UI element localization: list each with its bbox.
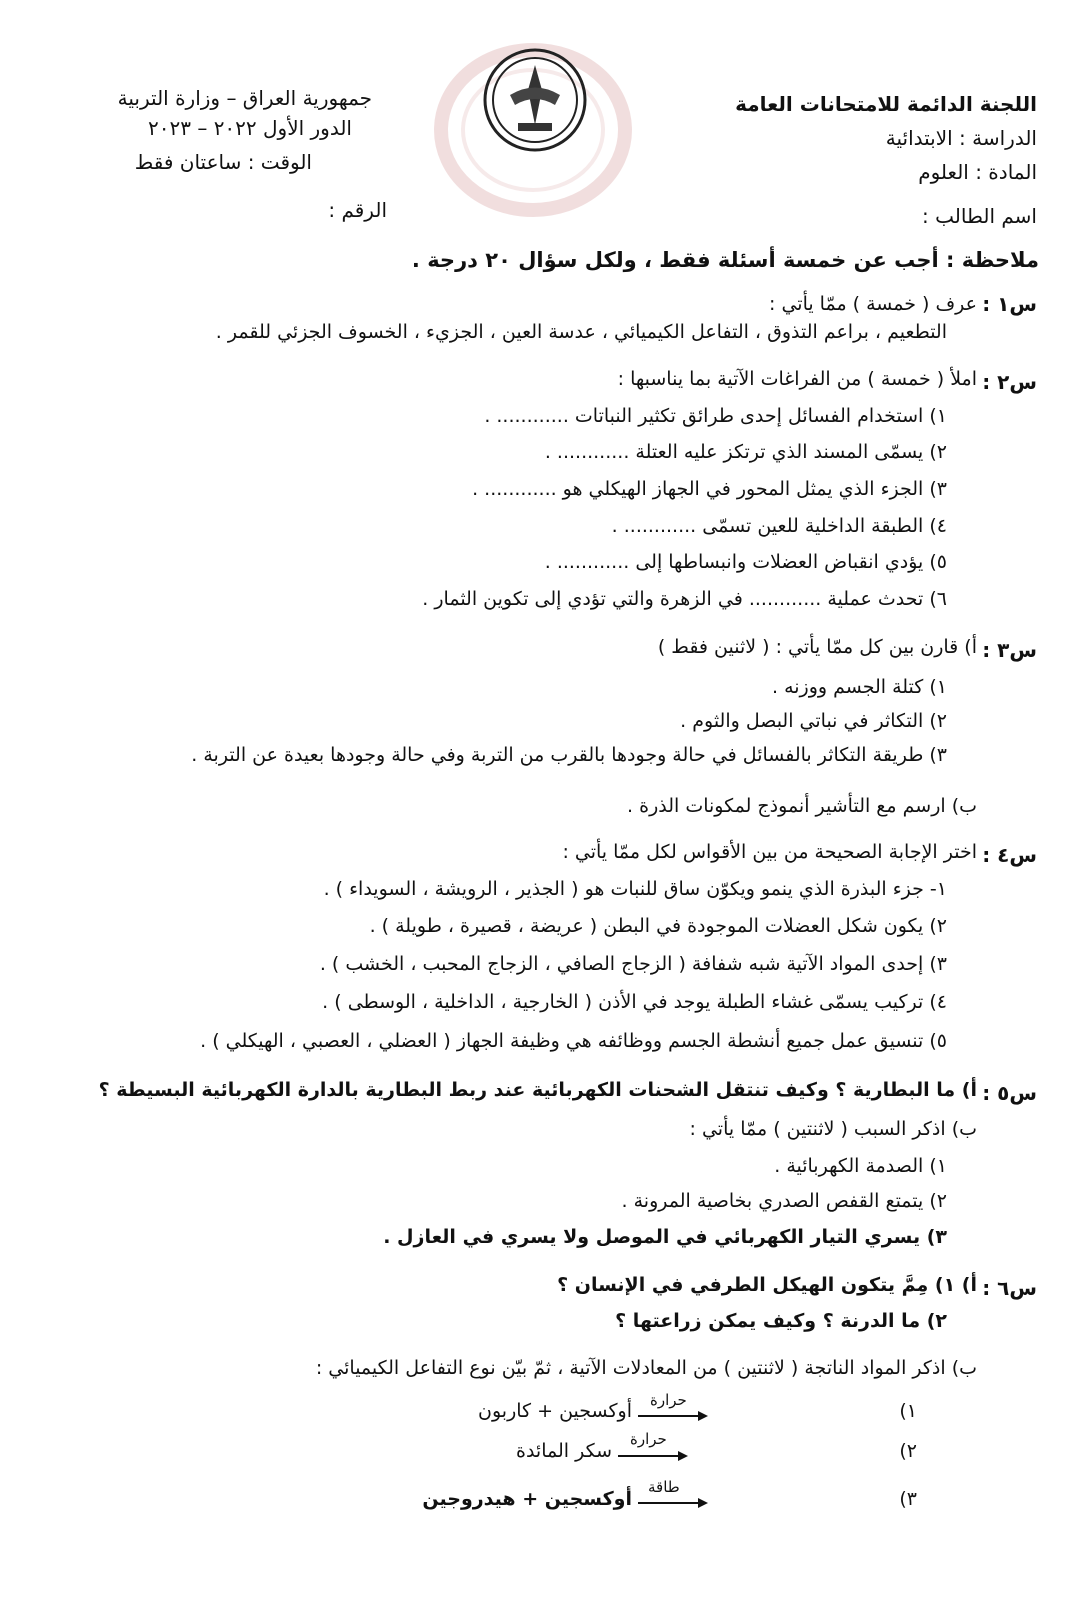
q5-number: س٥ : [982, 1081, 1037, 1105]
q4-item: ٥) تنسيق عمل جميع أنشطة الجسم ووظائفه هي وظيفة الجهاز ( العضلي ، العصبي ، الهيكلي ) . [200, 1030, 947, 1052]
iraq-emblem-icon [480, 45, 590, 155]
q4-item: ١- جزء البذرة الذي ينمو ويكوّن ساق للنبات هو ( الجذير ، الرويشة ، السويداء ) . [323, 878, 947, 900]
q6-part-a1: أ) ١) مِمَّ يتكون الهيكل الطرفي في الإنسان ؟ [557, 1274, 977, 1296]
equation-reactants: أوكسجين + هيدروجين [422, 1488, 632, 1510]
q2-number: س٢ : [982, 370, 1037, 394]
equation-condition: حرارة [630, 1430, 667, 1448]
q2-item: ٦) تحدث عملية ............ في الزهرة والتي تؤدي إلى تكوين الثمار . [422, 588, 947, 610]
q4-item: ٣) إحدى المواد الآتية شبه شفافة ( الزجاج الصافي ، الزجاج المحبب ، الخشب ) . [319, 953, 947, 975]
q3-item: ٢) التكاثر في نباتي البصل والثوم . [680, 710, 947, 732]
q3-item: ١) كتلة الجسم ووزنه . [771, 676, 947, 698]
q4-item: ٢) يكون شكل العضلات الموجودة في البطن ( عريضة ، قصيرة ، طويلة ) . [369, 915, 947, 937]
equation-number: ١) [899, 1400, 917, 1422]
exam-note: ملاحظة : أجب عن خمسة أسئلة فقط ، ولكل سؤال ٢٠ درجة . [411, 248, 1039, 272]
equation-condition: حرارة [650, 1391, 687, 1409]
committee-title: اللجنة الدائمة للامتحانات العامة [735, 92, 1037, 116]
reaction-arrow [638, 1502, 700, 1504]
q4-item: ٤) تركيب يسمّى غشاء الطبلة يوجد في الأذن ( الخارجية ، الداخلية ، الوسطى ) . [322, 991, 947, 1013]
q5-part-a: أ) ما البطارية ؟ وكيف تنتقل الشحنات الكهربائية عند ربط البطارية بالدارة الكهربائية البسيطة ؟ [98, 1079, 977, 1101]
q3-number: س٣ : [982, 638, 1037, 662]
q3-item: ٣) طريقة التكاثر بالفسائل في حالة وجودها بالقرب من التربة وفي حالة وجودها بعيدة عن التربة . [191, 744, 947, 766]
q4-prompt: اختر الإجابة الصحيحة من بين الأقواس لكل ممّا يأتي : [562, 841, 977, 863]
q5-item: ٣) يسري التيار الكهربائي في الموصل ولا يسري في العازل . [383, 1226, 947, 1248]
q5-item: ٢) يتمتع القفص الصدري بخاصية المرونة . [621, 1190, 947, 1212]
arrow-head-icon [678, 1451, 688, 1461]
q2-item: ٣) الجزء الذي يمثل المحور في الجهاز الهيكلي هو ............ . [472, 478, 947, 500]
q3-prompt-a: أ) قارن بين كل ممّا يأتي : ( لاثنين فقط ) [657, 636, 977, 658]
arrow-head-icon [698, 1411, 708, 1421]
equation-number: ٢) [899, 1440, 917, 1462]
subject: المادة : العلوم [918, 160, 1037, 184]
q4-number: س٤ : [982, 843, 1037, 867]
q2-prompt: املأ ( خمسة ) من الفراغات الآتية بما يناسبها : [617, 368, 977, 390]
exam-round: الدور الأول ٢٠٢٢ – ٢٠٢٣ [148, 116, 352, 140]
student-name-label: اسم الطالب : [922, 204, 1037, 228]
equation-reactants: سكر المائدة [516, 1440, 612, 1462]
ministry-title: جمهورية العراق – وزارة التربية [117, 86, 372, 110]
equation-reactants: أوكسجين + كاربون [478, 1400, 632, 1422]
q6-number: س٦ : [982, 1276, 1037, 1300]
q1-prompt: عرف ( خمسة ) ممّا يأتي : [769, 293, 977, 315]
q5-item: ١) الصدمة الكهربائية . [774, 1155, 947, 1177]
student-number-label: الرقم : [328, 198, 387, 222]
reaction-arrow [638, 1415, 700, 1417]
q1-terms: التطعيم ، براعم التذوق ، التفاعل الكيميائي ، عدسة العين ، الجزيء ، الخسوف الجزئي للقمر . [215, 321, 947, 343]
q1-number: س١ : [982, 292, 1037, 316]
q2-item: ٢) يسمّى المسند الذي ترتكز عليه العتلة ............ . [544, 441, 947, 463]
arrow-head-icon [698, 1498, 708, 1508]
q6-part-a2: ٢) ما الدرنة ؟ وكيف يمكن زراعتها ؟ [615, 1310, 947, 1332]
q2-item: ٤) الطبقة الداخلية للعين تسمّى ............ . [611, 515, 947, 537]
q2-item: ١) استخدام الفسائل إحدى طرائق تكثير النباتات ............ . [484, 405, 947, 427]
reaction-arrow [618, 1455, 680, 1457]
equation-condition: طاقة [648, 1478, 680, 1496]
equation-number: ٣) [899, 1488, 917, 1510]
q3-part-b: ب) ارسم مع التأشير أنموذج لمكونات الذرة . [627, 795, 977, 817]
q2-item: ٥) يؤدي انقباض العضلات وانبساطها إلى ............ . [544, 551, 947, 573]
exam-time: الوقت : ساعتان فقط [134, 150, 312, 174]
q6-part-b: ب) اذكر المواد الناتجة ( لاثنتين ) من المعادلات الآتية ، ثمّ بيّن نوع التفاعل الكيميائي : [315, 1357, 977, 1379]
study-level: الدراسة : الابتدائية [885, 126, 1037, 150]
q5-part-b: ب) اذكر السبب ( لاثنتين ) ممّا يأتي : [689, 1118, 977, 1140]
